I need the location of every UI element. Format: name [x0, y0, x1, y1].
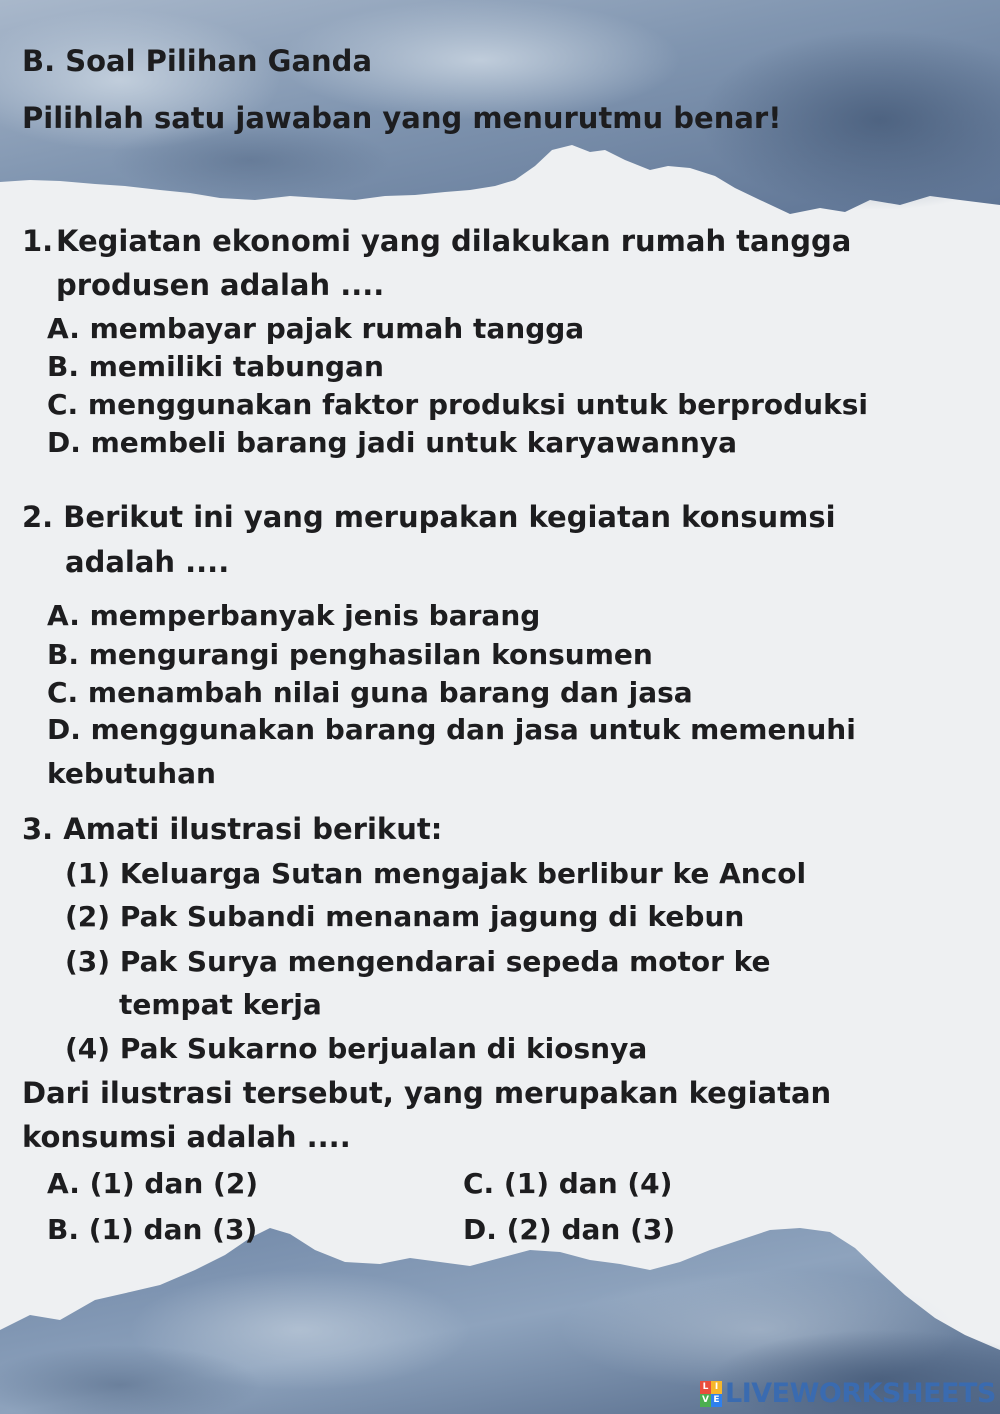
q3-option-c[interactable]: C. (1) dan (4): [463, 1167, 673, 1200]
q2-option-a[interactable]: A. memperbanyak jenis barang: [47, 599, 541, 632]
badge-letter: L: [700, 1381, 711, 1394]
q1-stem-line1: Kegiatan ekonomi yang dilakukan rumah tangga: [56, 224, 852, 258]
badge-letter: E: [711, 1394, 722, 1407]
q3-item-3-continued: tempat kerja: [119, 988, 322, 1021]
badge-letter: V: [700, 1394, 711, 1407]
instruction-text: Pilihlah satu jawaban yang menurutmu benar!: [22, 101, 782, 135]
q1-stem-line2: produsen adalah ....: [56, 268, 385, 302]
q1-option-c[interactable]: C. menggunakan faktor produksi untuk berproduksi: [47, 388, 868, 421]
liveworksheets-logo: [700, 1378, 996, 1409]
q3-item-1: (1) Keluarga Sutan mengajak berlibur ke Ancol: [65, 857, 807, 890]
q3-question-line1: Dari ilustrasi tersebut, yang merupakan kegiatan: [22, 1076, 832, 1110]
q1-option-b[interactable]: B. memiliki tabungan: [47, 350, 384, 383]
q3-stem-line1: 3. Amati ilustrasi berikut:: [22, 812, 443, 846]
q3-question-line2: konsumsi adalah ....: [22, 1120, 351, 1154]
q2-option-d-continued[interactable]: kebutuhan: [47, 757, 216, 790]
liveworksheets-wordmark: LIVEWORKSHEETS: [725, 1378, 996, 1409]
q2-option-b[interactable]: B. mengurangi penghasilan konsumen: [47, 638, 653, 671]
q3-option-a[interactable]: A. (1) dan (2): [47, 1167, 259, 1200]
q2-stem-line2: adalah ....: [65, 545, 230, 579]
q2-option-d[interactable]: D. menggunakan barang dan jasa untuk memenuhi: [47, 713, 856, 746]
q1-option-a[interactable]: A. membayar pajak rumah tangga: [47, 312, 585, 345]
q3-option-b[interactable]: B. (1) dan (3): [47, 1213, 258, 1246]
q2-stem-line1: 2. Berikut ini yang merupakan kegiatan konsumsi: [22, 500, 836, 534]
q1-option-d[interactable]: D. membeli barang jadi untuk karyawannya: [47, 426, 737, 459]
q3-option-d[interactable]: D. (2) dan (3): [463, 1213, 676, 1246]
q3-item-2: (2) Pak Subandi menanam jagung di kebun: [65, 900, 745, 933]
liveworksheets-badge-icon: [700, 1381, 722, 1407]
q3-item-4: (4) Pak Sukarno berjualan di kiosnya: [65, 1032, 648, 1065]
q2-option-c[interactable]: C. menambah nilai guna barang dan jasa: [47, 676, 693, 709]
badge-letter: I: [711, 1381, 722, 1394]
q1-number: 1.: [22, 224, 54, 258]
q3-item-3: (3) Pak Surya mengendarai sepeda motor ke: [65, 945, 771, 978]
section-title: B. Soal Pilihan Ganda: [22, 44, 373, 78]
